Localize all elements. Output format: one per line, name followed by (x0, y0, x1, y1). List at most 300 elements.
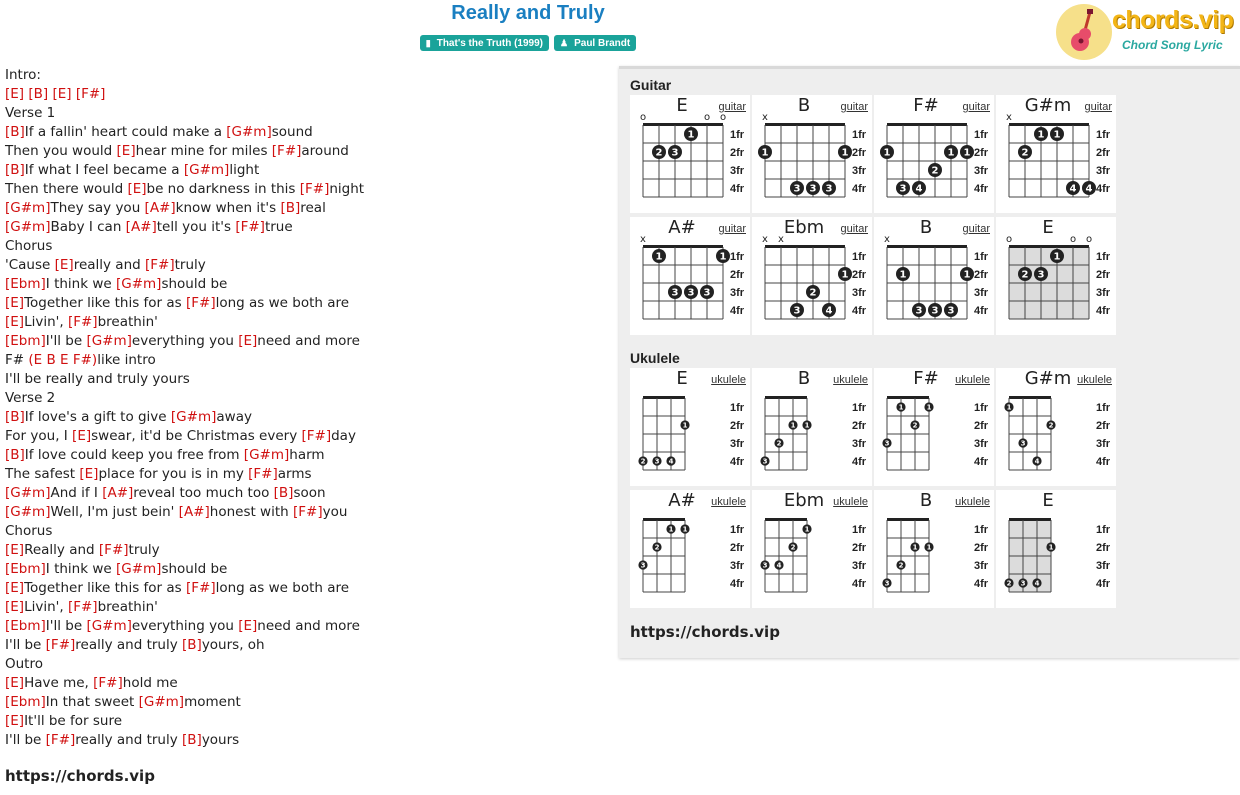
lyric-line (5, 66, 605, 85)
fret-label: 2fr (730, 147, 745, 159)
finger-number: 2 (1048, 421, 1054, 430)
finger-number: 1 (804, 525, 810, 534)
finger-dot (928, 163, 942, 177)
lyric-line (5, 161, 605, 180)
lyric-line (5, 237, 605, 256)
guitar-heading: Guitar (630, 77, 672, 93)
fret-label: 4fr (974, 578, 989, 590)
finger-number: 1 (761, 147, 769, 159)
chord-name: B (797, 95, 811, 116)
ukulele-chord-card[interactable] (630, 368, 750, 486)
lyric-text: truly (128, 542, 160, 558)
footer-url[interactable]: https://chords.vip (5, 767, 155, 785)
lyric-text: know when it's (175, 200, 281, 216)
finger-dot (666, 524, 675, 533)
nut (765, 396, 807, 399)
lyric-text: Together like this for as (24, 295, 186, 311)
finger-number: 1 (926, 543, 932, 552)
ukulele-chord-card[interactable] (874, 368, 994, 486)
finger-number: 3 (947, 305, 955, 317)
fret-label: 2fr (1096, 147, 1111, 159)
chord-link[interactable]: [F#] (98, 542, 129, 558)
mute-marker: x (762, 234, 768, 245)
chord-link[interactable]: [G#m] (183, 162, 230, 178)
fret-label: 4fr (730, 578, 745, 590)
open-marker: o (639, 112, 647, 123)
chord-link[interactable]: [F#] (145, 257, 175, 273)
chord-link[interactable]: (E B E F#) (28, 352, 98, 368)
finger-dot (912, 303, 926, 317)
finger-number: 4 (668, 457, 674, 466)
chord-name: G#m (1024, 95, 1072, 116)
chord-link[interactable]: [F#] (75, 86, 106, 102)
nut (643, 245, 723, 248)
finger-dot (788, 420, 797, 429)
finger-dot (1050, 127, 1064, 141)
fret-label: 2fr (730, 542, 745, 554)
fret-label: 1fr (730, 251, 745, 263)
lyric-text: yours, oh (201, 637, 265, 653)
chord-link[interactable]: [G#m] (5, 485, 51, 501)
chord-diagram (630, 217, 750, 335)
lyric-text: long as we both are (215, 580, 350, 596)
chord-link[interactable]: [B] (28, 86, 49, 102)
finger-dot (960, 145, 974, 159)
finger-dot (1032, 578, 1041, 587)
lyric-text: arms (277, 466, 312, 482)
finger-number: 1 (947, 147, 955, 159)
fret-label: 1fr (1096, 251, 1111, 263)
chord-link[interactable]: [E] (5, 314, 25, 330)
fret-label: 4fr (1096, 456, 1111, 468)
fret-label: 4fr (852, 183, 867, 195)
fret-label: 3fr (852, 287, 867, 299)
finger-dot (1004, 402, 1013, 411)
lyric-text: I'll be (45, 333, 87, 349)
chord-link[interactable]: [E] (116, 143, 136, 159)
chord-link[interactable]: [F#] (93, 675, 123, 691)
chord-link[interactable]: [G#m] (5, 219, 51, 235)
chord-instrument-link[interactable]: guitar (840, 223, 868, 235)
fret-label: 2fr (730, 420, 745, 432)
chord-link[interactable]: [Ebm] (5, 618, 46, 634)
fret-label: 4fr (730, 456, 745, 468)
finger-number: 1 (963, 147, 971, 159)
finger-dot (882, 438, 891, 447)
fret-label: 3fr (1096, 438, 1111, 450)
fret-label: 2fr (974, 420, 989, 432)
finger-number: 1 (841, 147, 849, 159)
chord-name: E (676, 368, 688, 389)
chord-link[interactable]: [A#] (102, 485, 134, 501)
finger-dot (1082, 181, 1096, 195)
finger-number: 3 (793, 183, 801, 195)
ukulele-chord-card[interactable] (752, 490, 872, 608)
chord-link[interactable]: [G#m] (115, 276, 162, 292)
artist-tag[interactable] (554, 35, 636, 51)
lyric-text: harm (289, 447, 325, 463)
finger-number: 2 (1021, 147, 1029, 159)
chord-instrument-link[interactable]: ukulele (955, 496, 990, 508)
finger-number: 3 (1020, 579, 1026, 588)
finger-dot (684, 285, 698, 299)
guitar-chord-card[interactable] (874, 217, 994, 335)
lyric-text: Really and (24, 542, 99, 558)
chord-diagram (996, 217, 1116, 335)
chord-instrument-link[interactable]: ukulele (1077, 374, 1112, 386)
chord-diagram (996, 490, 1116, 608)
lyric-text: you (322, 504, 348, 520)
fret-label: 3fr (730, 560, 745, 572)
lyric-text: And if I (50, 485, 103, 501)
chord-instrument-link[interactable]: guitar (962, 101, 990, 113)
chord-name: A# (668, 490, 696, 511)
finger-dot (944, 145, 958, 159)
chord-link[interactable]: [F#] (271, 143, 302, 159)
chord-link[interactable]: [G#m] (170, 409, 217, 425)
finger-number: 3 (825, 183, 833, 195)
fret-label: 4fr (974, 305, 989, 317)
finger-number: 4 (1069, 183, 1077, 195)
fret-label: 3fr (730, 438, 745, 450)
chord-link[interactable]: [E] (5, 713, 25, 729)
fret-label: 2fr (1096, 420, 1111, 432)
lyric-line (5, 712, 605, 731)
lyric-text: Well, I'm just bein' (50, 504, 179, 520)
finger-dot (928, 303, 942, 317)
nut (765, 245, 845, 248)
fret-label: 3fr (852, 165, 867, 177)
lyric-line (5, 484, 605, 503)
chord-link[interactable]: [B] (182, 637, 202, 653)
chord-link[interactable]: [F#] (45, 732, 76, 748)
nut (643, 123, 723, 126)
fret-label: 1fr (974, 524, 989, 536)
fret-label: 2fr (974, 269, 989, 281)
finger-number: 1 (912, 543, 918, 552)
lyric-line (5, 199, 605, 218)
chord-instrument-link[interactable]: ukulele (711, 496, 746, 508)
chord-link[interactable]: [E] (54, 257, 74, 273)
lyric-line (5, 104, 605, 123)
user-icon: ♟ (560, 37, 569, 48)
chord-link[interactable]: [E] (5, 542, 25, 558)
lyric-text: Then you would (5, 143, 117, 159)
finger-number: 1 (1053, 251, 1061, 263)
chord-link[interactable]: [G#m] (86, 333, 132, 349)
chord-link[interactable]: [G#m] (5, 504, 51, 520)
chord-link[interactable]: [E] (127, 181, 147, 197)
lyric-line (5, 370, 605, 389)
chord-name: Ebm (783, 217, 825, 238)
lyric-text: Livin', (24, 599, 68, 615)
chord-instrument-link[interactable]: guitar (718, 223, 746, 235)
chord-link[interactable]: [A#] (144, 200, 176, 216)
fret-label: 1fr (1096, 402, 1111, 414)
chord-link[interactable]: [B] (280, 200, 301, 216)
chord-link[interactable]: [F#] (45, 637, 76, 653)
lyrics-sheet (5, 66, 605, 750)
ukulele-chord-card[interactable] (996, 490, 1116, 608)
chord-link[interactable]: [E] (79, 466, 99, 482)
ukulele-chord-card[interactable] (752, 368, 872, 486)
open-marker: o (719, 112, 727, 123)
chord-link[interactable]: [E] (5, 86, 25, 102)
lyric-line (5, 598, 605, 617)
mute-marker: x (884, 234, 890, 245)
chord-link[interactable]: [B] (5, 409, 25, 425)
chord-name: E (676, 95, 688, 116)
chord-link[interactable]: [Ebm] (5, 561, 46, 577)
logo-brand: chords.vip (1112, 6, 1234, 34)
chord-link[interactable]: [F#] (299, 181, 330, 197)
finger-number: 2 (1021, 269, 1029, 281)
nut (887, 245, 967, 248)
finger-dot (1018, 267, 1032, 281)
guitar-chord-card[interactable] (996, 95, 1116, 213)
chord-link[interactable]: [E] (238, 333, 258, 349)
finger-dot (896, 560, 905, 569)
chord-instrument-link[interactable]: ukulele (711, 374, 746, 386)
chord-link[interactable]: [E] (5, 580, 25, 596)
lyric-text: breathin' (97, 599, 158, 615)
chord-link[interactable]: [G#m] (5, 200, 51, 216)
lyric-line (5, 85, 605, 104)
finger-dot (652, 145, 666, 159)
lyric-text: true (264, 219, 293, 235)
finger-number: 3 (762, 457, 768, 466)
ukulele-chord-card[interactable] (996, 368, 1116, 486)
lyric-text: day (331, 428, 356, 444)
guitar-chord-card[interactable] (996, 217, 1116, 335)
lyric-line (5, 579, 605, 598)
lyric-line (5, 655, 605, 674)
chord-link[interactable]: [E] (238, 618, 258, 634)
finger-dot (802, 420, 811, 429)
chord-instrument-link[interactable]: guitar (962, 223, 990, 235)
open-marker: o (703, 112, 711, 123)
mute-marker: x (762, 112, 768, 123)
lyric-text: reveal too much too (133, 485, 274, 501)
ukulele-chord-grid (630, 368, 1118, 608)
finger-number: 1 (841, 269, 849, 281)
site-logo[interactable] (1054, 2, 1234, 60)
chord-diagram (752, 217, 872, 335)
fret-label: 4fr (852, 305, 867, 317)
chord-link[interactable]: [Ebm] (5, 333, 46, 349)
chord-link[interactable]: [E] (5, 675, 25, 691)
chord-link[interactable]: [F#] (67, 599, 98, 615)
finger-number: 3 (703, 287, 711, 299)
chord-link[interactable]: [A#] (125, 219, 157, 235)
mute-marker: x (640, 234, 646, 245)
finger-dot (924, 542, 933, 551)
lyric-line (5, 446, 605, 465)
nut (765, 123, 845, 126)
chord-instrument-link[interactable]: guitar (840, 101, 868, 113)
song-tags (0, 35, 1056, 51)
finger-number: 3 (915, 305, 923, 317)
lyric-text: Intro: (5, 67, 41, 83)
song-title: Really and Truly (451, 2, 605, 24)
finger-dot (1034, 267, 1048, 281)
guitar-chord-card[interactable] (874, 95, 994, 213)
chord-link[interactable]: [G#m] (86, 618, 132, 634)
finger-number: 3 (671, 287, 679, 299)
lyric-line (5, 427, 605, 446)
fret-label: 2fr (974, 147, 989, 159)
finger-number: 1 (1053, 129, 1061, 141)
guitar-chord-card[interactable] (752, 95, 872, 213)
finger-dot (652, 542, 661, 551)
lyric-text: away (216, 409, 252, 425)
lyric-text: everything you (131, 618, 239, 634)
lyric-text: need and more (257, 333, 360, 349)
finger-dot (638, 456, 647, 465)
chord-link[interactable]: [B] (5, 162, 25, 178)
lyric-line (5, 389, 605, 408)
chord-link[interactable]: [F#] (67, 314, 98, 330)
finger-number: 1 (1048, 543, 1054, 552)
guitar-chord-card[interactable] (630, 217, 750, 335)
open-marker: o (1005, 234, 1013, 245)
lyric-text: 'Cause (5, 257, 55, 273)
chord-link[interactable]: [F#] (248, 466, 278, 482)
chord-link[interactable]: [A#] (178, 504, 210, 520)
chord-link[interactable]: [E] (5, 599, 25, 615)
finger-dot (912, 181, 926, 195)
lyric-line (5, 313, 605, 332)
nut (887, 396, 929, 399)
lyric-text: swear, it'd be Christmas every (91, 428, 302, 444)
chord-link[interactable]: [B] (273, 485, 294, 501)
fret-label: 2fr (974, 542, 989, 554)
lyric-line (5, 408, 605, 427)
chord-name: F# (913, 95, 939, 116)
chord-diagram (874, 217, 994, 335)
chord-name: G#m (1024, 368, 1072, 389)
finger-number: 4 (776, 561, 782, 570)
fret-label: 2fr (1096, 269, 1111, 281)
ukulele-chord-card[interactable] (630, 490, 750, 608)
chord-link[interactable]: [B] (182, 732, 202, 748)
chord-link[interactable]: [E] (72, 428, 92, 444)
lyric-text: Livin', (24, 314, 68, 330)
chord-instrument-link[interactable]: guitar (1084, 101, 1112, 113)
finger-number: 1 (719, 251, 727, 263)
lyric-text: The safest (5, 466, 80, 482)
lyric-text: I think we (45, 276, 116, 292)
lyric-text: should be (161, 561, 228, 577)
finger-dot (774, 438, 783, 447)
chord-diagram (874, 368, 994, 486)
chord-link[interactable]: [E] (52, 86, 72, 102)
fret-label: 4fr (852, 456, 867, 468)
finger-dot (1050, 249, 1064, 263)
guitar-chord-card[interactable] (630, 95, 750, 213)
lyric-text: Together like this for as (24, 580, 186, 596)
finger-number: 3 (884, 439, 890, 448)
finger-number: 4 (1034, 457, 1040, 466)
fret-label: 4fr (730, 183, 745, 195)
chord-instrument-link[interactable]: ukulele (833, 496, 868, 508)
panel-url[interactable]: https://chords.vip (630, 623, 780, 641)
album-tag-label: That's the Truth (1999) (436, 37, 544, 49)
finger-number: 1 (899, 269, 907, 281)
chord-link[interactable]: [F#] (185, 295, 216, 311)
finger-dot (838, 145, 852, 159)
chord-diagram (874, 95, 994, 213)
artist-tag-label: Paul Brandt (574, 37, 631, 49)
chord-link[interactable]: [G#m] (115, 561, 162, 577)
mute-marker: x (1006, 112, 1012, 123)
lyric-text: Verse 2 (5, 390, 56, 406)
finger-dot (910, 542, 919, 551)
finger-number: 1 (804, 421, 810, 430)
finger-number: 2 (931, 165, 939, 177)
chord-link[interactable]: [B] (5, 124, 25, 140)
chord-instrument-link[interactable]: ukulele (955, 374, 990, 386)
lyric-text: Outro (5, 656, 43, 672)
chord-diagram (752, 95, 872, 213)
finger-number: 3 (687, 287, 695, 299)
chord-link[interactable]: [G#m] (243, 447, 290, 463)
finger-dot (896, 181, 910, 195)
finger-dot (666, 456, 675, 465)
chord-link[interactable]: [F#] (293, 504, 323, 520)
chord-name: B (919, 217, 933, 238)
chord-link[interactable]: [Ebm] (5, 276, 46, 292)
chord-diagram (996, 368, 1116, 486)
chord-link[interactable]: [E] (5, 295, 25, 311)
finger-number: 3 (671, 147, 679, 159)
ukulele-chord-card[interactable] (874, 490, 994, 608)
finger-number: 3 (762, 561, 768, 570)
chord-instrument-link[interactable]: ukulele (833, 374, 868, 386)
fret-label: 1fr (974, 402, 989, 414)
chord-link[interactable]: [F#] (301, 428, 332, 444)
open-marker: o (1085, 234, 1093, 245)
lyric-text: tell you it's (156, 219, 236, 235)
chord-instrument-link[interactable]: guitar (718, 101, 746, 113)
chord-diagram (752, 490, 872, 608)
chord-link[interactable]: [G#m] (138, 694, 185, 710)
lyric-text: real (300, 200, 326, 216)
fret-label: 3fr (974, 560, 989, 572)
mute-marker: x (778, 234, 784, 245)
finger-dot (758, 145, 772, 159)
nut (1009, 245, 1089, 248)
guitar-chord-card[interactable] (752, 217, 872, 335)
album-tag[interactable] (420, 35, 549, 51)
finger-number: 1 (682, 525, 688, 534)
chord-link[interactable]: [G#m] (226, 124, 272, 140)
fret-label: 1fr (1096, 524, 1111, 536)
finger-number: 2 (809, 287, 817, 299)
finger-dot (788, 542, 797, 551)
lyric-text: hear mine for miles (135, 143, 272, 159)
ukulele-heading: Ukulele (630, 350, 680, 366)
chord-link[interactable]: [B] (5, 447, 25, 463)
chord-link[interactable]: [Ebm] (5, 694, 46, 710)
finger-dot (1066, 181, 1080, 195)
chord-link[interactable]: [F#] (235, 219, 265, 235)
lyric-text: They say you (50, 200, 145, 216)
chord-link[interactable]: [F#] (185, 580, 216, 596)
fret-label: 4fr (974, 183, 989, 195)
lyric-text: I think we (45, 561, 116, 577)
fret-label: 3fr (1096, 287, 1111, 299)
